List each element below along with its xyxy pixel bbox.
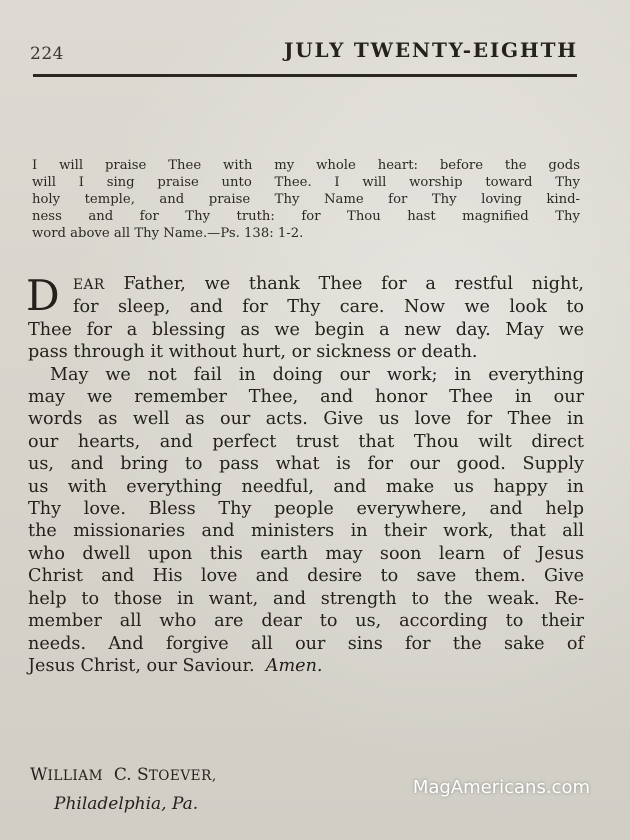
prayer-line [28, 655, 584, 677]
prayer-line: us with everything needful, and make us happy in [28, 476, 584, 497]
drop-cap: D [26, 271, 60, 320]
prayer-line: pass through it without hurt, or sickness or death. [28, 342, 478, 363]
scripture-line: ness and for Thy truth: for Thou hast magnified Thy [32, 209, 580, 224]
author-first-rest: ILLIAM [47, 768, 104, 784]
prayer-line: Thy love. Bless Thy people everywhere, and help [28, 499, 584, 520]
author-last-initial: S [137, 765, 149, 785]
prayer-line: us, and bring to pass what is for our good. Supply [28, 454, 584, 475]
header-rule [33, 74, 577, 77]
prayer-line-text: Father, we thank Thee for a restful night, [104, 274, 584, 294]
scripture-line: word above all Thy Name.—Ps. 138: 1-2. [32, 226, 304, 241]
prayer-line: help to those in want, and strength to the weak. Re- [28, 588, 584, 609]
author-name [30, 765, 217, 785]
prayer-line: needs. And forgive all our sins for the sake of [28, 633, 584, 654]
watermark: MagAmericans.com [412, 777, 590, 798]
first-word-smallcaps: EAR [73, 277, 105, 293]
scripture-line: holy temple, and praise Thy Name for Thy loving kind- [32, 192, 580, 207]
prayer-line: may we remember Thee, and honor Thee in our [28, 387, 584, 408]
prayer-line: Thee for a blessing as we begin a new day. May we [28, 319, 584, 340]
amen: Amen. [265, 655, 323, 676]
prayer-line: our hearts, and perfect trust that Thou wilt direct [28, 431, 584, 452]
scripture-line: will I sing praise unto Thee. I will worship toward Thy [32, 175, 580, 190]
author-place: Philadelphia, Pa. [54, 794, 199, 814]
running-head-title: JULY TWENTY-EIGHTH [283, 38, 578, 62]
author-first-initial: W [30, 765, 48, 785]
prayer-closing: Jesus Christ, our Saviour. [28, 655, 255, 676]
scripture-quote [32, 157, 580, 242]
prayer-line: for sleep, and for Thy care. Now we look to [73, 297, 584, 318]
scripture-line: I will praise Thee with my whole heart: before the gods [32, 158, 580, 173]
prayer-line: May we not fail in doing our work; in everything [50, 364, 584, 385]
author-middle: C. [113, 765, 132, 785]
author-last-rest: TOEVER, [148, 768, 217, 784]
prayer-line: words as well as our acts. Give us love for Thee in [28, 409, 584, 430]
prayer-line: who dwell upon this earth may soon learn of Jesus [28, 543, 584, 564]
prayer-text [28, 273, 584, 677]
prayer-line: the missionaries and ministers in their work, that all [28, 521, 584, 542]
prayer-line: member all who are dear to us, according to their [28, 611, 584, 632]
prayer-line: Christ and His love and desire to save them. Give [28, 566, 584, 587]
page-number: 224 [30, 44, 64, 64]
prayer-line [28, 273, 584, 296]
author-signature [30, 761, 217, 818]
